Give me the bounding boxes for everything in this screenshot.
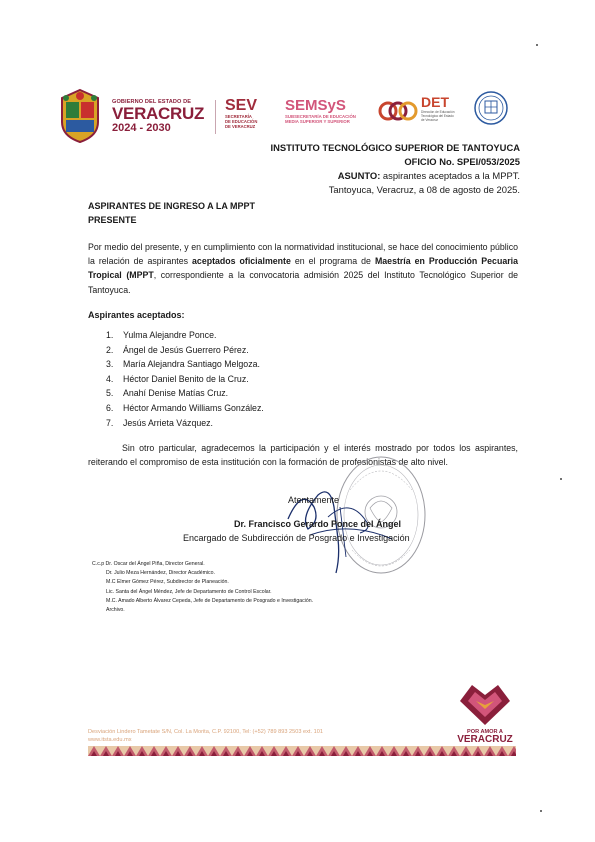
- ccp-block: [92, 560, 313, 615]
- gobierno-line2: VERACRUZ: [112, 104, 205, 123]
- logo-divider: [215, 100, 216, 134]
- list-item: [106, 343, 264, 358]
- asunto-text: aspirantes aceptados a la MPPT.: [380, 170, 520, 181]
- signatory-name: Dr. Francisco Gerardo Ponce del Ángel: [234, 519, 402, 529]
- body-p1a: Por medio del presente, y en cumplimiento con la normatividad institucional, se hace del conocimiento público la relación de aspirantes: [88, 242, 518, 267]
- body-paragraph: [88, 240, 518, 297]
- gobierno-line1: GOBIERNO DEL ESTADO DE: [112, 99, 192, 105]
- veracruz-crest-icon: [58, 88, 102, 144]
- body-p1e: , correspondiente a la convocatoria admisión 2025 del Instituto Tecnológico Superior de Tantoyuca.: [88, 270, 519, 295]
- list-item-name: Anahí Denise Matías Cruz.: [123, 388, 229, 399]
- list-item: [106, 401, 264, 416]
- ccp-line: Archivo.: [106, 607, 125, 614]
- gobierno-veracruz-logo: [112, 99, 212, 134]
- list-item-name: Ángel de Jesús Guerrero Pérez.: [123, 344, 249, 355]
- det-emblem-icon: [378, 98, 418, 124]
- ccp-line: M.C. Amado Alberto Álvarez Cepeda, Jefe de Departamento de Posgrado e Investigación.: [106, 597, 314, 604]
- por-amor-veracruz-emblem-icon: [456, 679, 514, 727]
- sev-name: SEV: [225, 97, 258, 114]
- list-item-number: 2.: [106, 344, 114, 355]
- institution-name: INSTITUTO TECNOLÓGICO SUPERIOR DE TANTOYUCA: [270, 142, 520, 153]
- signatory-title: Encargado de Subdirección de Posgrado e Investigación: [183, 533, 410, 543]
- list-item-name: Jesús Arrieta Vázquez.: [123, 417, 213, 428]
- brand-big: VERACRUZ: [457, 734, 513, 745]
- list-item-number: 4.: [106, 373, 114, 384]
- asunto-label: ASUNTO:: [337, 170, 381, 181]
- det-sub3: de Veracruz: [421, 118, 439, 122]
- body-p1d: Maestría en Producción Pecuaria Tropical (MPPT: [88, 256, 518, 281]
- semsys-name: SEMSyS: [285, 97, 346, 114]
- list-item-name: Héctor Armando Williams González.: [123, 402, 264, 413]
- sev-logo: [225, 98, 275, 129]
- itst-seal-icon: [474, 91, 508, 125]
- body-p1b: aceptados oficialmente: [192, 256, 291, 267]
- list-item-number: 7.: [106, 417, 114, 428]
- asunto-line: [338, 170, 520, 181]
- list-item: [106, 416, 264, 431]
- ccp-line: M.C Elmer Gómez Pérez, Subdirector de Planeación.: [106, 579, 229, 586]
- footer-website: www.itsta.edu.mx: [88, 737, 132, 743]
- det-sub2: Tecnológica del Estado: [421, 114, 454, 118]
- list-item: [106, 357, 264, 372]
- list-item-name: Héctor Daniel Benito de la Cruz.: [123, 373, 249, 384]
- ccp-line: Lic. Santa del Ángel Méndez, Jefe de Departamento de Control Escolar.: [106, 588, 272, 595]
- addressee-line2: PRESENTE: [88, 215, 137, 225]
- list-item-number: 6.: [106, 402, 114, 413]
- closing-paragraph: Sin otro particular, agradecemos la participación y el interés mostrado por todos los aspirantes, reiterando el compromiso de esta institución con la formación de profesionistas de alto nivel.: [88, 443, 518, 468]
- brand-small: POR AMOR A: [467, 729, 503, 735]
- body-p1c: en el programa de: [290, 256, 375, 267]
- ccp-line: Dr. Julio Meza Hernández, Director Académico.: [106, 570, 215, 577]
- accepted-list: [106, 328, 264, 430]
- ccp-line: C.c.p Dr. Oscar del Ángel Piña, Director General.: [92, 561, 205, 567]
- det-name: DET: [421, 94, 449, 110]
- list-item-number: 5.: [106, 388, 114, 399]
- scan-speck: [536, 44, 538, 46]
- list-title: Aspirantes aceptados:: [88, 310, 185, 320]
- scan-speck: [540, 810, 542, 812]
- salutation: Atentamente: [288, 495, 340, 505]
- scan-speck: [560, 478, 562, 480]
- footer-address: Desviación Lindero Tametate S/N, Col. La Morita, C.P. 92100, Tel: (+52) 789 893 2503 ext. 101: [88, 729, 323, 735]
- det-logo: [421, 95, 466, 122]
- semsys-logo: [285, 98, 380, 124]
- list-item-number: 3.: [106, 359, 114, 370]
- list-item-name: María Alejandra Santiago Melgoza.: [123, 359, 260, 370]
- sev-sub3: DE VERACRUZ: [225, 124, 256, 129]
- place-date: Tantoyuca, Veracruz, a 08 de agosto de 2025.: [328, 184, 520, 195]
- det-sub1: Dirección de Educación: [421, 110, 455, 114]
- list-item-number: 1.: [106, 330, 114, 340]
- decorative-pattern-strip: [88, 746, 516, 756]
- oficio-number: OFICIO No. SPEI/053/2025: [404, 156, 520, 167]
- gobierno-line3: 2024 - 2030: [112, 122, 171, 134]
- sev-sub2: DE EDUCACIÓN: [225, 119, 258, 124]
- addressee-line1: ASPIRANTES DE INGRESO A LA MPPT: [88, 201, 256, 211]
- sev-sub1: SECRETARÍA: [225, 114, 252, 119]
- list-item-name: Yulma Alejandre Ponce.: [123, 330, 217, 340]
- por-amor-veracruz-text: [452, 729, 518, 745]
- semsys-sub2: MEDIA SUPERIOR Y SUPERIOR: [285, 119, 350, 125]
- list-item: [106, 328, 264, 343]
- list-item: [106, 372, 264, 387]
- semsys-sub1: SUBSECRETARÍA DE EDUCACIÓN: [285, 114, 356, 119]
- list-item: [106, 386, 264, 401]
